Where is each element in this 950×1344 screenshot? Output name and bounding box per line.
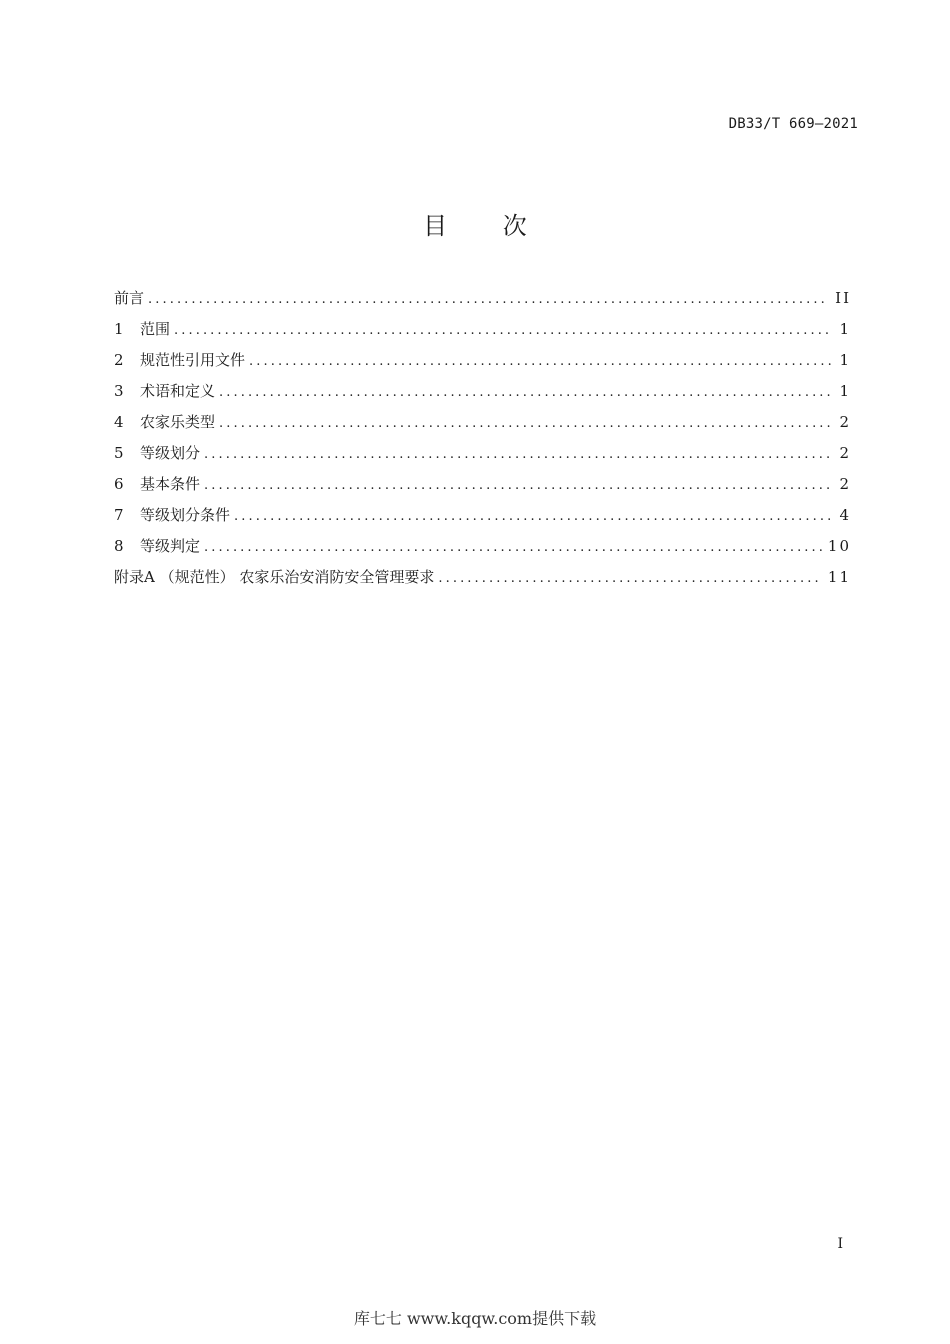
toc-entry-number: 5 xyxy=(114,444,124,462)
toc-entry-page: 10 xyxy=(827,537,851,555)
toc-leader-dots xyxy=(204,447,833,462)
toc-entry-label: 农家乐类型 xyxy=(140,413,216,431)
toc-entry-foreword[interactable] xyxy=(114,287,851,318)
toc-entry-label: 等级划分条件 xyxy=(140,506,231,524)
toc-entry-page: 1 xyxy=(839,320,851,338)
toc-entry-page: 11 xyxy=(827,568,851,586)
toc-entry-label: 附录A （规范性） 农家乐治安消防安全管理要求 xyxy=(114,568,435,586)
toc-leader-dots xyxy=(204,478,833,493)
document-code: DB33/T 669—2021 xyxy=(728,116,858,132)
toc-entry-page: II xyxy=(835,289,851,307)
toc-leader-dots xyxy=(204,540,822,555)
page-number: I xyxy=(837,1236,843,1252)
toc-entry-label: 等级划分 xyxy=(140,444,201,462)
toc-entry-label: 基本条件 xyxy=(140,475,201,493)
toc-leader-dots xyxy=(148,292,829,307)
toc-entry-2[interactable] xyxy=(114,349,851,380)
toc-leader-dots xyxy=(219,385,833,400)
toc-entry-1[interactable] xyxy=(114,318,851,349)
toc-entry-label: 等级判定 xyxy=(140,537,201,555)
toc-entry-number: 6 xyxy=(114,475,124,493)
download-watermark: 库七七 www.kqqw.com提供下载 xyxy=(353,1309,597,1328)
toc-entry-8[interactable] xyxy=(114,535,851,566)
toc-entry-5[interactable] xyxy=(114,442,851,473)
toc-entry-number: 7 xyxy=(114,506,124,524)
toc-entry-page: 2 xyxy=(839,413,851,431)
toc-entry-page: 1 xyxy=(839,382,851,400)
table-of-contents xyxy=(114,287,851,597)
toc-entry-7[interactable] xyxy=(114,504,851,535)
toc-entry-label: 规范性引用文件 xyxy=(140,351,246,369)
toc-entry-6[interactable] xyxy=(114,473,851,504)
toc-leader-dots xyxy=(249,354,833,369)
toc-entry-page: 1 xyxy=(839,351,851,369)
toc-entry-label: 前言 xyxy=(114,289,145,307)
toc-leader-dots xyxy=(219,416,833,431)
toc-entry-page: 2 xyxy=(839,475,851,493)
toc-entry-appendix-a[interactable] xyxy=(114,566,851,597)
page-title: 目 次 xyxy=(423,212,551,240)
toc-entry-4[interactable] xyxy=(114,411,851,442)
toc-entry-3[interactable] xyxy=(114,380,851,411)
toc-leader-dots xyxy=(174,323,833,338)
toc-leader-dots xyxy=(234,509,833,524)
toc-entry-label: 范围 xyxy=(140,320,171,338)
toc-entry-number: 4 xyxy=(114,413,124,431)
toc-leader-dots xyxy=(438,571,822,586)
toc-entry-label: 术语和定义 xyxy=(140,382,216,400)
toc-entry-page: 2 xyxy=(839,444,851,462)
toc-entry-number: 2 xyxy=(114,351,124,369)
toc-entry-page: 4 xyxy=(839,506,851,524)
toc-entry-number: 3 xyxy=(114,382,124,400)
toc-entry-number: 8 xyxy=(114,537,124,555)
toc-entry-number: 1 xyxy=(114,320,124,338)
